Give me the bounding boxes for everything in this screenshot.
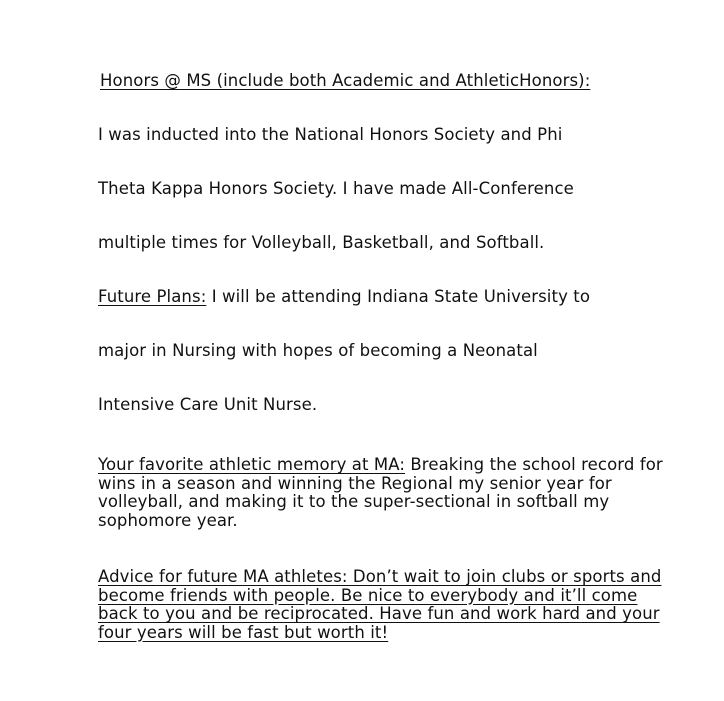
- future-plans-line-2: major in Nursing with hopes of becoming a Neonatal: [98, 341, 538, 360]
- favorite-memory-label: Your favorite athletic memory at MA:: [98, 455, 406, 474]
- honors-line-1: I was inducted into the National Honors Society and Phi: [98, 125, 563, 144]
- future-plans-line-1: [98, 287, 590, 306]
- advice-paragraph: Advice for future MA athletes: Don’t wait to join clubs or sports and become friends with people. Be nice to everybody and it’ll come back to you and be reciprocated. Have fun and work hard and your four years will be fast but worth it!: [98, 567, 662, 642]
- future-plans-text: I will be attending Indiana State University to: [206, 287, 591, 306]
- honors-line-3: multiple times for Volleyball, Basketball, and Softball.: [98, 233, 545, 252]
- future-plans-label: Future Plans:: [98, 287, 207, 306]
- favorite-memory-text: Breaking the school record for wins in a season and winning the Regional my senior year for volleyball, and making it to the super-sectional in softball my sophomore year.: [98, 455, 663, 530]
- honors-heading: Honors @ MS (include both Academic and AthleticHonors):: [100, 71, 591, 90]
- honors-line-2: Theta Kappa Honors Society. I have made All-Conference: [98, 179, 574, 198]
- future-plans-line-3: Intensive Care Unit Nurse.: [98, 395, 318, 414]
- favorite-memory-paragraph: [98, 456, 678, 530]
